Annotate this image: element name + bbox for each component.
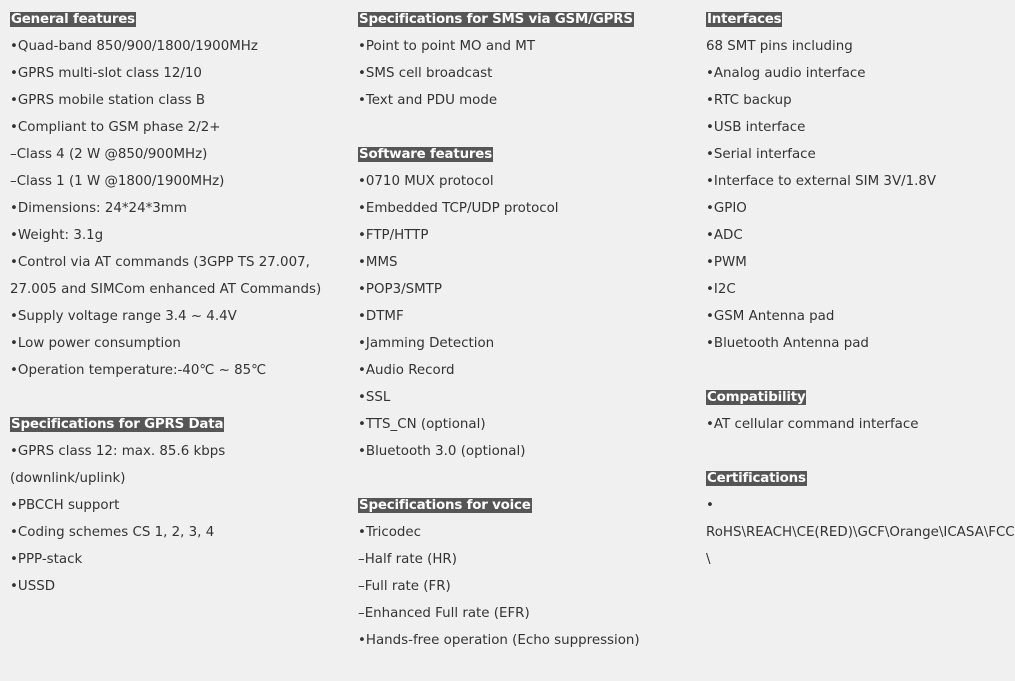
list-item: •Coding schemes CS 1, 2, 3, 4 (10, 525, 215, 540)
list-item: •Tricodec (358, 525, 421, 540)
list-item: •Bluetooth 3.0 (optional) (358, 444, 526, 459)
section-compatibility (706, 384, 1006, 438)
list-item: –Class 1 (1 W @1800/1900MHz) (10, 174, 225, 189)
section-heading: Specifications for voice (359, 498, 531, 513)
list-item: (downlink/uplink) (10, 471, 126, 486)
list-item: –Enhanced Full rate (EFR) (358, 606, 530, 621)
list-item: •MMS (358, 255, 398, 270)
list-item: •Low power consumption (10, 336, 181, 351)
list-item: •USSD (10, 579, 56, 594)
list-item: •Control via AT commands (3GPP TS 27.007, (10, 255, 310, 270)
list-item: •0710 MUX protocol (358, 174, 494, 189)
section-gprs-data (10, 411, 340, 600)
list-item: •SMS cell broadcast (358, 66, 493, 81)
list-item: •Text and PDU mode (358, 93, 498, 108)
list-item: •RTC backup (706, 93, 792, 108)
list-item: 68 SMT pins including (706, 39, 853, 54)
section-heading: Compatibility (707, 390, 806, 405)
list-item: •Dimensions: 24*24*3mm (10, 201, 187, 216)
list-item: •I2C (706, 282, 736, 297)
list-item: •USB interface (706, 120, 806, 135)
list-item: •Interface to external SIM 3V/1.8V (706, 174, 937, 189)
list-item: •AT cellular command interface (706, 417, 919, 432)
section-heading: Interfaces (707, 12, 782, 27)
column-general (10, 6, 340, 627)
list-item: •Supply voltage range 3.4 ~ 4.4V (10, 309, 237, 324)
list-item: • (706, 498, 714, 513)
section-interfaces (706, 6, 1006, 357)
list-item: •TTS_CN (optional) (358, 417, 486, 432)
section-heading: Specifications for SMS via GSM/GPRS (359, 12, 633, 27)
list-item: •Bluetooth Antenna pad (706, 336, 869, 351)
list-item: •GPRS multi-slot class 12/10 (10, 66, 202, 81)
section-certifications (706, 465, 1015, 573)
section-heading: General features (11, 12, 135, 27)
list-item: •Compliant to GSM phase 2/2+ (10, 120, 221, 135)
list-item: \ (706, 552, 711, 567)
column-software (358, 6, 688, 681)
list-item: •Audio Record (358, 363, 455, 378)
section-software-features (358, 141, 688, 465)
list-item: •Weight: 3.1g (10, 228, 104, 243)
section-heading: Specifications for GPRS Data (11, 417, 224, 432)
list-item: •Point to point MO and MT (358, 39, 536, 54)
list-item: •Serial interface (706, 147, 816, 162)
list-item: •Jamming Detection (358, 336, 495, 351)
list-item: •Analog audio interface (706, 66, 866, 81)
list-item: •GPRS class 12: max. 85.6 kbps (10, 444, 226, 459)
list-item: RoHS\REACH\CE(RED)\GCF\Orange\ICASA\FCC (706, 525, 1015, 540)
section-heading: Certifications (707, 471, 806, 486)
list-item: •POP3/SMTP (358, 282, 442, 297)
section-voice (358, 492, 688, 654)
list-item: •DTMF (358, 309, 404, 324)
list-item: •Hands-free operation (Echo suppression) (358, 633, 640, 648)
section-general-features (10, 6, 340, 384)
list-item: •PWM (706, 255, 747, 270)
list-item: •ADC (706, 228, 743, 243)
list-item: •FTP/HTTP (358, 228, 429, 243)
list-item: •Embedded TCP/UDP protocol (358, 201, 559, 216)
list-item: •GSM Antenna pad (706, 309, 835, 324)
list-item: 27.005 and SIMCom enhanced AT Commands) (10, 282, 322, 297)
list-item: •GPIO (706, 201, 747, 216)
list-item: •PBCCH support (10, 498, 120, 513)
column-interfaces (706, 6, 1015, 600)
section-sms (358, 6, 688, 114)
list-item: •PPP-stack (10, 552, 83, 567)
list-item: •GPRS mobile station class B (10, 93, 206, 108)
list-item: –Class 4 (2 W @850/900MHz) (10, 147, 208, 162)
list-item: •SSL (358, 390, 391, 405)
list-item: •Quad-band 850/900/1800/1900MHz (10, 39, 258, 54)
list-item: –Half rate (HR) (358, 552, 457, 567)
list-item: –Full rate (FR) (358, 579, 451, 594)
section-heading: Software features (359, 147, 492, 162)
list-item: •Operation temperature:-40℃ ~ 85℃ (10, 363, 267, 378)
